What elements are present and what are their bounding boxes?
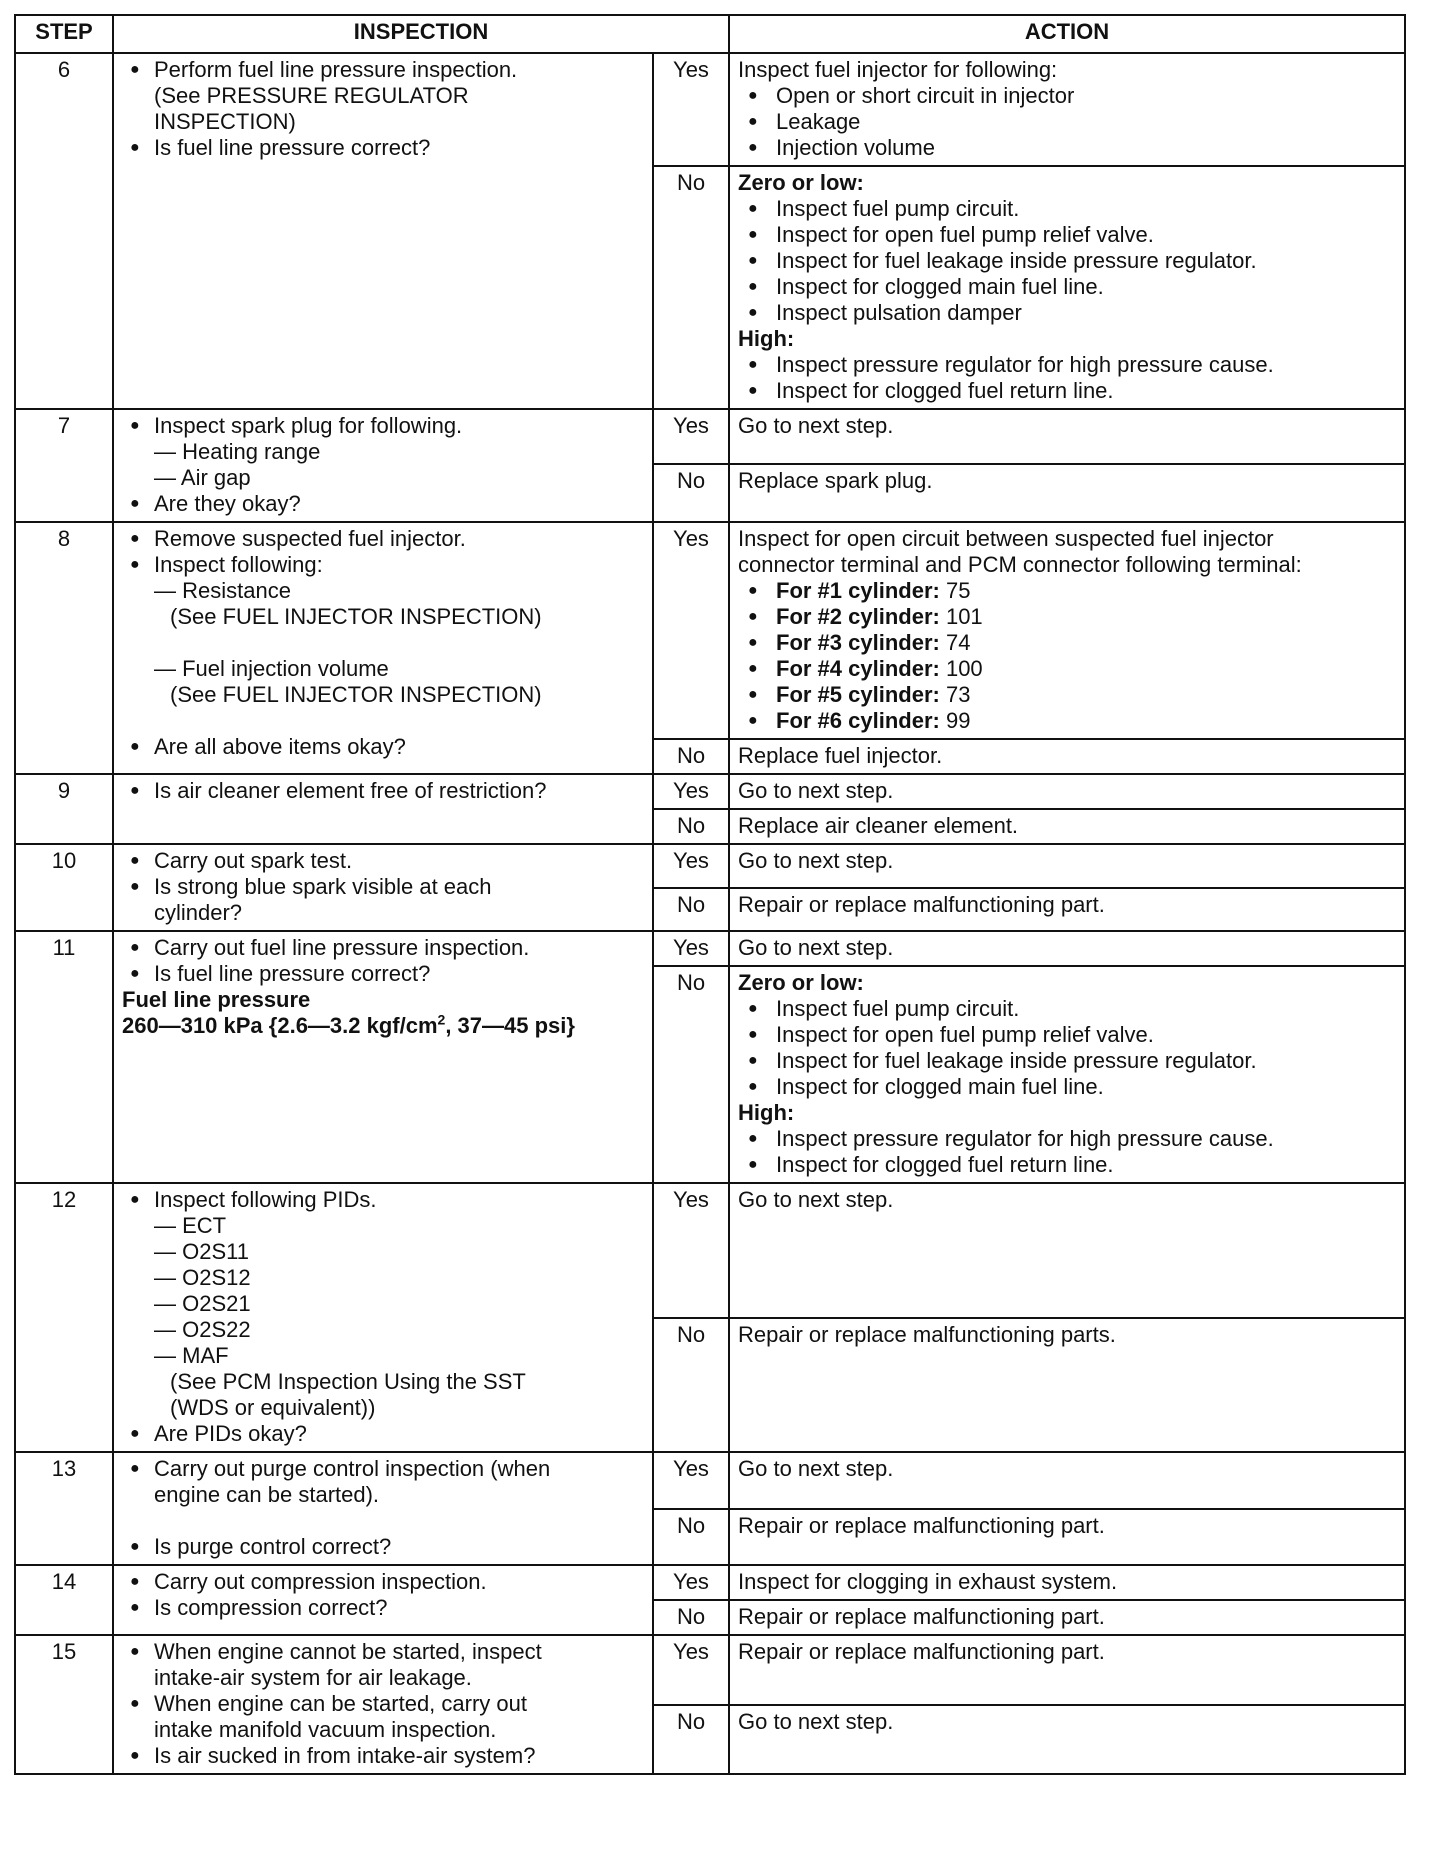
table-row	[15, 1452, 1405, 1509]
yes-label: Yes	[653, 1635, 729, 1705]
action-bullet-item: ● Leakage	[738, 109, 1396, 135]
step-number: 9	[15, 774, 113, 844]
inspection-bullet-item	[122, 57, 644, 135]
inspection-text: cylinder?	[154, 900, 243, 925]
inspection-sub-item: — O2S22	[154, 1317, 251, 1342]
yes-action-cell	[729, 409, 1405, 464]
spec-value-superscript: 2	[437, 1011, 446, 1028]
no-label: No	[653, 1509, 729, 1566]
action-bullet-item: ● Inspect pulsation damper	[738, 300, 1396, 326]
inspection-text: ● When engine can be started, carry out	[154, 1691, 527, 1716]
inspection-text: ● Carry out fuel line pressure inspection.	[154, 935, 530, 960]
action-terminal-item	[738, 708, 1396, 734]
inspection-bullet-item	[122, 135, 644, 161]
step-number: 6	[15, 53, 113, 409]
inspection-text: ● Perform fuel line pressure inspection.	[154, 57, 518, 82]
inspection-sub-item: — Heating range	[154, 439, 321, 464]
terminal-label: For #1 cylinder:	[776, 578, 940, 603]
inspection-text: ● Remove suspected fuel injector.	[154, 526, 466, 551]
action-bullet-item: ● Inspect fuel pump circuit.	[738, 996, 1396, 1022]
inspection-bullet-item	[122, 848, 644, 874]
inspection-bullet-item	[122, 552, 644, 578]
inspection-cell	[113, 844, 653, 931]
inspection-text: INSPECTION)	[154, 109, 296, 134]
inspection-sub-item: — Air gap	[154, 465, 251, 490]
inspection-text: ● Is air cleaner element free of restriction?	[154, 778, 547, 803]
yes-action-cell	[729, 1635, 1405, 1705]
inspection-text: ● Is fuel line pressure correct?	[154, 135, 431, 160]
inspection-cell	[113, 1565, 653, 1635]
no-label: No	[653, 1600, 729, 1635]
action-heading: High:	[738, 326, 795, 351]
action-text: Repair or replace malfunctioning parts.	[738, 1321, 1116, 1347]
yes-action-cell	[729, 844, 1405, 888]
spec-value-rest: , 37—45 psi}	[445, 1013, 575, 1038]
action-bullet-item: ● Inspect for fuel leakage inside pressure regulator.	[738, 248, 1396, 274]
action-terminal-item	[738, 578, 1396, 604]
action-bullet-item: ● Inspect for fuel leakage inside pressure regulator.	[738, 1048, 1396, 1074]
spacer	[122, 1508, 644, 1534]
action-bullet-item: ● Inspect pressure regulator for high pressure cause.	[738, 352, 1396, 378]
terminal-label: For #3 cylinder:	[776, 630, 940, 655]
inspection-bullet-item	[122, 491, 644, 517]
no-action-cell	[729, 166, 1405, 409]
step-number: 13	[15, 1452, 113, 1565]
no-label: No	[653, 166, 729, 409]
action-text: Go to next step.	[738, 413, 894, 438]
inspection-bullet-item	[122, 526, 644, 552]
action-text: Go to next step.	[738, 1456, 894, 1481]
table-row	[15, 774, 1405, 809]
action-text: connector terminal and PCM connector following terminal:	[738, 552, 1302, 577]
spacer	[122, 630, 644, 656]
inspection-text: ● Is strong blue spark visible at each	[154, 874, 492, 899]
action-text: Replace spark plug.	[738, 468, 933, 494]
table-row	[15, 844, 1405, 888]
no-action-cell	[729, 1705, 1405, 1775]
yes-action-cell	[729, 1452, 1405, 1509]
troubleshooting-page	[14, 14, 1404, 1775]
inspection-text: ● Is purge control correct?	[154, 1534, 392, 1559]
action-bullet-item: ● Inspect for clogged main fuel line.	[738, 1074, 1396, 1100]
yes-label: Yes	[653, 774, 729, 809]
no-action-cell	[729, 464, 1405, 522]
inspection-bullet-item	[122, 1569, 644, 1595]
yes-label: Yes	[653, 931, 729, 966]
no-label: No	[653, 464, 729, 522]
inspection-cell	[113, 931, 653, 1183]
terminal-label: For #5 cylinder:	[776, 682, 940, 707]
inspection-text: ● Inspect spark plug for following.	[154, 413, 463, 438]
inspection-sub-item: — ECT	[154, 1213, 227, 1238]
inspection-text: ● Carry out compression inspection.	[154, 1569, 487, 1594]
yes-action-cell	[729, 1565, 1405, 1600]
action-text: Inspect for clogging in exhaust system.	[738, 1569, 1118, 1594]
step-number: 15	[15, 1635, 113, 1774]
yes-label: Yes	[653, 1452, 729, 1509]
action-heading: Zero or low:	[738, 970, 864, 995]
inspection-bullet-item	[122, 1187, 644, 1213]
action-text: Repair or replace malfunctioning part.	[738, 1512, 1105, 1538]
no-action-cell	[729, 1318, 1405, 1453]
terminal-value: 73	[939, 682, 971, 707]
inspection-bullet-item	[122, 734, 644, 760]
inspection-text: ● Carry out spark test.	[154, 848, 353, 873]
yes-action-cell	[729, 774, 1405, 809]
action-text: Replace fuel injector.	[738, 743, 943, 768]
table-row	[15, 931, 1405, 966]
no-label: No	[653, 809, 729, 844]
inspection-sub-item: — MAF	[154, 1343, 229, 1368]
inspection-reference: (WDS or equivalent))	[170, 1395, 376, 1420]
table-row	[15, 1635, 1405, 1705]
step-number: 10	[15, 844, 113, 931]
inspection-reference: (See FUEL INJECTOR INSPECTION)	[170, 682, 542, 707]
inspection-cell	[113, 1183, 653, 1452]
spacer	[122, 708, 644, 734]
inspection-reference: (See PCM Inspection Using the SST	[170, 1369, 526, 1394]
terminal-value: 100	[939, 656, 983, 681]
inspection-text: ● Are all above items okay?	[154, 734, 406, 759]
no-label: No	[653, 966, 729, 1183]
action-bullet-item: ● Inspect for open fuel pump relief valve.	[738, 222, 1396, 248]
action-terminal-item	[738, 682, 1396, 708]
yes-label: Yes	[653, 53, 729, 166]
inspection-text: ● Is compression correct?	[154, 1595, 388, 1620]
no-action-cell	[729, 1509, 1405, 1566]
action-text: Go to next step.	[738, 778, 894, 803]
terminal-value: 75	[939, 578, 971, 603]
table-row	[15, 409, 1405, 464]
inspection-text: ● Is air sucked in from intake-air system?	[154, 1743, 536, 1768]
step-number: 14	[15, 1565, 113, 1635]
inspection-bullet-item	[122, 961, 644, 987]
terminal-label: For #4 cylinder:	[776, 656, 940, 681]
action-terminal-item	[738, 630, 1396, 656]
no-action-cell	[729, 739, 1405, 774]
action-bullet-item: ● Inspect for clogged fuel return line.	[738, 378, 1396, 404]
terminal-value: 99	[939, 708, 971, 733]
inspection-sub-item: — O2S12	[154, 1265, 251, 1290]
yes-label: Yes	[653, 522, 729, 739]
action-text: Inspect fuel injector for following:	[738, 57, 1058, 82]
action-text: Repair or replace malfunctioning part.	[738, 1604, 1105, 1629]
inspection-text: ● Inspect following:	[154, 552, 323, 577]
action-terminal-item	[738, 604, 1396, 630]
inspection-text: ● When engine cannot be started, inspect	[154, 1639, 542, 1664]
spec-title: Fuel line pressure	[122, 987, 311, 1012]
step-number: 12	[15, 1183, 113, 1452]
inspection-text: intake-air system for air leakage.	[154, 1665, 472, 1690]
yes-action-cell	[729, 53, 1405, 166]
yes-action-cell	[729, 931, 1405, 966]
inspection-text: ● Carry out purge control inspection (when	[154, 1456, 551, 1481]
yes-label: Yes	[653, 409, 729, 464]
terminal-value: 74	[939, 630, 971, 655]
table-row	[15, 1183, 1405, 1318]
terminal-label: For #6 cylinder:	[776, 708, 940, 733]
inspection-bullet-item	[122, 413, 644, 439]
inspection-bullet-item	[122, 1639, 644, 1691]
action-bullet-item: ● Injection volume	[738, 135, 1396, 161]
action-text: Replace air cleaner element.	[738, 813, 1019, 838]
step-number: 7	[15, 409, 113, 522]
step-number: 8	[15, 522, 113, 774]
inspection-bullet-item	[122, 935, 644, 961]
header-step: STEP	[15, 15, 113, 53]
yes-action-cell	[729, 1183, 1405, 1318]
action-text: Go to next step.	[738, 1708, 894, 1734]
no-label: No	[653, 888, 729, 932]
action-bullet-item: ● Inspect fuel pump circuit.	[738, 196, 1396, 222]
inspection-cell	[113, 774, 653, 844]
action-terminal-item	[738, 656, 1396, 682]
action-text: Repair or replace malfunctioning part.	[738, 891, 1105, 917]
table-row	[15, 522, 1405, 739]
action-bullet-item: ● Inspect for open fuel pump relief valve.	[738, 1022, 1396, 1048]
inspection-bullet-item	[122, 1743, 644, 1769]
terminal-label: For #2 cylinder:	[776, 604, 940, 629]
no-action-cell	[729, 809, 1405, 844]
inspection-cell	[113, 53, 653, 409]
table-row	[15, 1565, 1405, 1600]
inspection-cell	[113, 1452, 653, 1565]
no-action-cell	[729, 966, 1405, 1183]
terminal-value: 101	[939, 604, 983, 629]
no-action-cell	[729, 1600, 1405, 1635]
action-bullet-item: ● Inspect pressure regulator for high pressure cause.	[738, 1126, 1396, 1152]
spec-value	[122, 1013, 644, 1039]
inspection-text: (See PRESSURE REGULATOR	[154, 83, 469, 108]
yes-label: Yes	[653, 844, 729, 888]
no-label: No	[653, 739, 729, 774]
action-bullet-item: ● Inspect for clogged main fuel line.	[738, 274, 1396, 300]
table-header-row	[15, 15, 1405, 53]
spec-value-main: 260—310 kPa {2.6—3.2 kgf/cm	[122, 1013, 438, 1038]
inspection-text: ● Are PIDs okay?	[154, 1421, 307, 1446]
inspection-sub-item: — Fuel injection volume	[154, 656, 389, 681]
action-heading: High:	[738, 1100, 795, 1125]
header-inspection: INSPECTION	[113, 15, 729, 53]
action-bullet-item: ● Open or short circuit in injector	[738, 83, 1396, 109]
inspection-bullet-item	[122, 1421, 644, 1447]
inspection-text: engine can be started).	[154, 1482, 380, 1507]
table-row	[15, 53, 1405, 166]
diagnostic-table	[14, 14, 1406, 1775]
inspection-sub-item: — Resistance	[154, 578, 291, 603]
inspection-cell	[113, 409, 653, 522]
no-label: No	[653, 1705, 729, 1775]
action-heading: Zero or low:	[738, 170, 864, 195]
inspection-bullet-item	[122, 1456, 644, 1508]
inspection-reference: (See FUEL INJECTOR INSPECTION)	[170, 604, 542, 629]
action-bullet-item: ● Inspect for clogged fuel return line.	[738, 1152, 1396, 1178]
inspection-text: ● Is fuel line pressure correct?	[154, 961, 431, 986]
inspection-bullet-item	[122, 874, 644, 926]
inspection-bullet-item	[122, 1595, 644, 1621]
inspection-bullet-item	[122, 1534, 644, 1560]
action-text: Go to next step.	[738, 848, 894, 873]
action-text: Go to next step.	[738, 935, 894, 960]
inspection-cell	[113, 1635, 653, 1774]
inspection-text: intake manifold vacuum inspection.	[154, 1717, 497, 1742]
inspection-bullet-item	[122, 778, 644, 804]
inspection-text: ● Inspect following PIDs.	[154, 1187, 377, 1212]
inspection-text: ● Are they okay?	[154, 491, 301, 516]
action-text: Go to next step.	[738, 1187, 894, 1212]
action-text: Repair or replace malfunctioning part.	[738, 1639, 1105, 1664]
no-label: No	[653, 1318, 729, 1453]
inspection-cell	[113, 522, 653, 774]
inspection-sub-item: — O2S21	[154, 1291, 251, 1316]
action-text: Inspect for open circuit between suspected fuel injector	[738, 526, 1274, 551]
step-number: 11	[15, 931, 113, 1183]
inspection-bullet-item	[122, 1691, 644, 1743]
yes-action-cell	[729, 522, 1405, 739]
yes-label: Yes	[653, 1565, 729, 1600]
yes-label: Yes	[653, 1183, 729, 1318]
header-action: ACTION	[729, 15, 1405, 53]
no-action-cell	[729, 888, 1405, 932]
inspection-sub-item: — O2S11	[154, 1239, 249, 1264]
